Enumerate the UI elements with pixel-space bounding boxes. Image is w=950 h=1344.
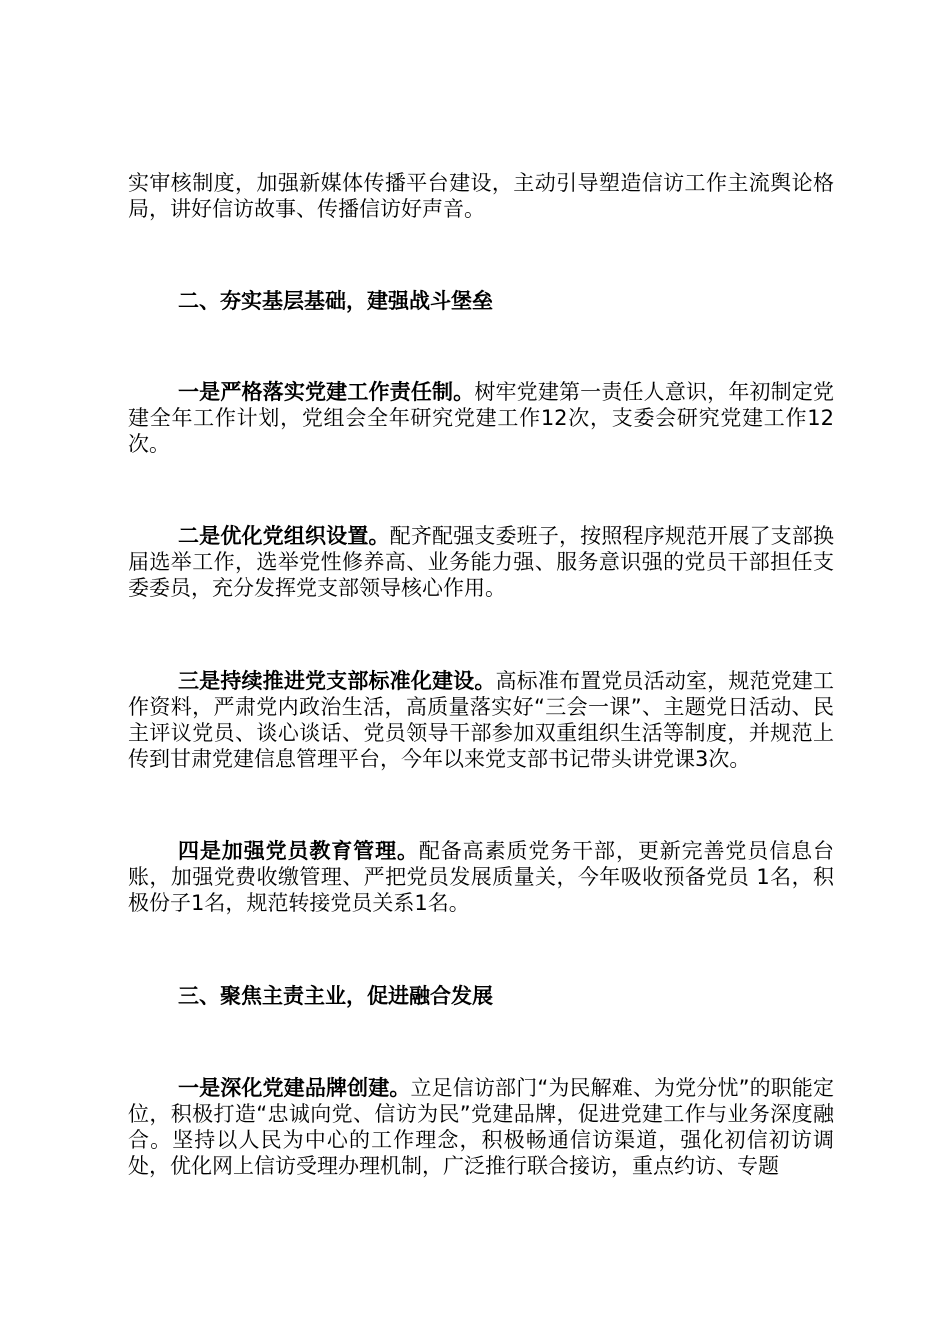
paragraph-lead: 一是严格落实党建工作责任制。 — [178, 380, 475, 404]
paragraph-lead: 四是加强党员教育管理。 — [178, 839, 419, 863]
paragraph-3-1 — [128, 1075, 834, 1179]
paragraph-2-2 — [128, 523, 834, 601]
paragraph-text: 实审核制度，加强新媒体传播平台建设，主动引导塑造信访工作主流舆论格局，讲好信访故事、传播信访好声音。 — [128, 171, 834, 221]
paragraph-continuation — [128, 170, 834, 222]
section-heading-2: 二、夯实基层基础，建强战斗堡垒 — [178, 289, 493, 313]
paragraph-body: 树牢党建第一责任人意识，年初制定党建全年工作计划，党组会全年研究党建工作12次，支委会研究党建工作12次。 — [128, 380, 835, 456]
section-heading-3: 三、聚焦主责主业，促进融合发展 — [178, 984, 493, 1008]
paragraph-body: 高标准布置党员活动室，规范党建工作资料，严肃党内政治生活，高质量落实好“三会一课”、主题党日活动、民主评议党员、谈心谈话、党员领导干部参加双重组织生活等制度，并规范上传到甘肃党建信息管理平台，今年以来党支部书记带头讲党课3次。 — [128, 669, 834, 771]
paragraph-lead: 三是持续推进党支部标准化建设。 — [178, 669, 496, 693]
paragraph-2-3 — [128, 668, 834, 772]
paragraph-2-1 — [128, 379, 834, 457]
paragraph-lead: 一是深化党建品牌创建。 — [178, 1076, 411, 1100]
paragraph-2-4 — [128, 838, 834, 916]
paragraph-lead: 二是优化党组织设置。 — [178, 524, 390, 548]
paragraph-body: 配齐配强支委班子，按照程序规范开展了支部换届选举工作，选举党性修养高、业务能力强、服务意识强的党员干部担任支委委员，充分发挥党支部领导核心作用。 — [128, 524, 835, 600]
paragraph-body: 立足信访部门“为民解难、为党分忧”的职能定位，积极打造“忠诚向党、信访为民”党建品牌，促进党建工作与业务深度融合。坚持以人民为中心的工作理念，积极畅通信访渠道，强化初信初访调处，优化网上信访受理办理机制，广泛推行联合接访，重点约访、专题 — [128, 1076, 835, 1178]
paragraph-body: 配备高素质党务干部，更新完善党员信息台账，加强党费收缴管理、严把党员发展质量关，今年吸收预备党员 1名，积极份子1名，规范转接党员关系1名。 — [128, 839, 835, 915]
